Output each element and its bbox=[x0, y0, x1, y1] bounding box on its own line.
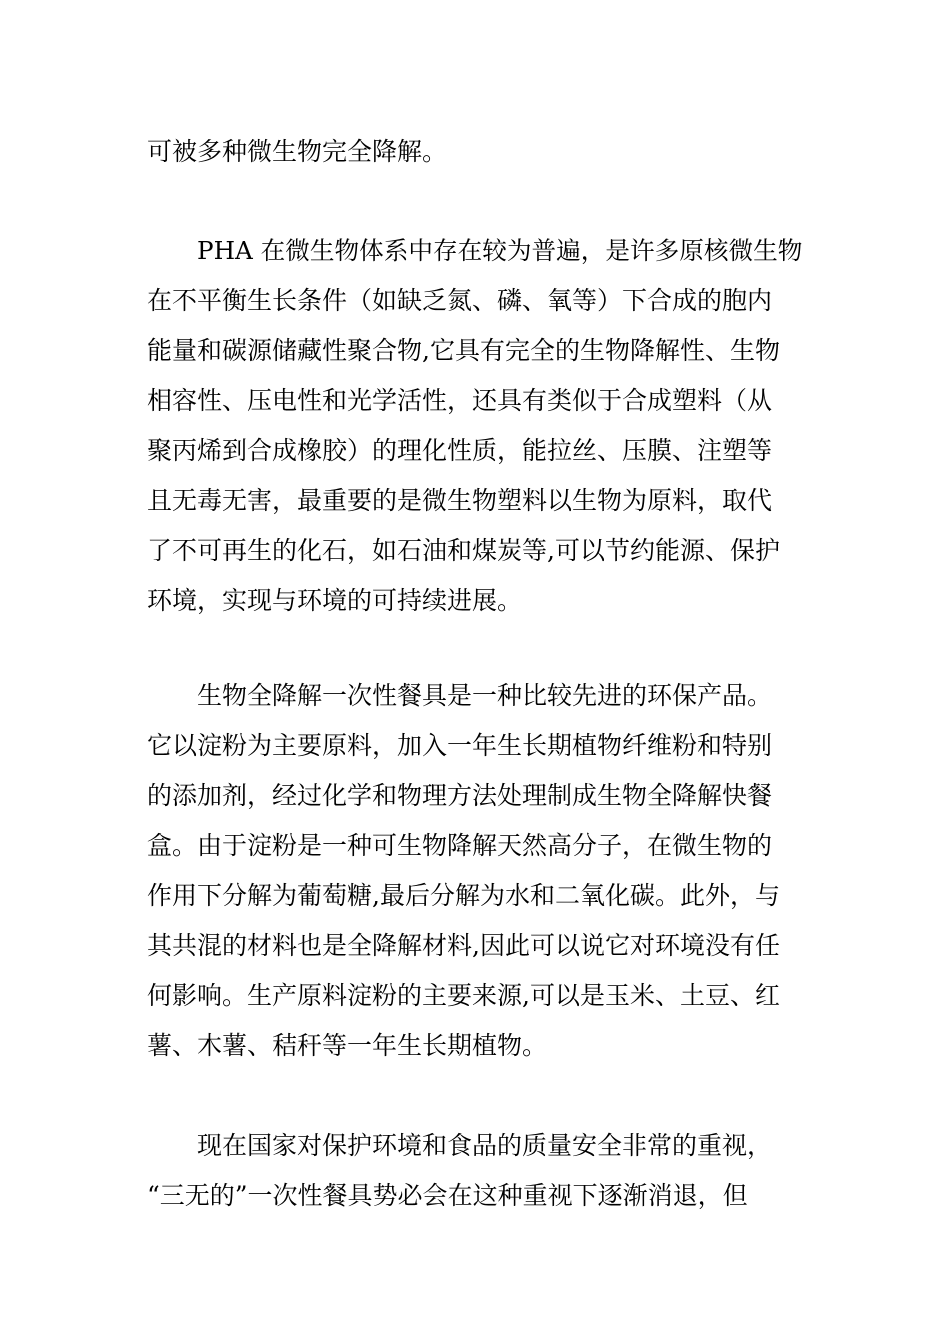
text-line: 相容性、压电性和光学活性，还具有类似于合成塑料（从 bbox=[147, 386, 773, 415]
text-line: 现在国家对保护环境和食品的质量安全非常的重视， bbox=[197, 1131, 773, 1160]
text-line: 了不可再生的化石，如石油和煤炭等,可以节约能源、保护 bbox=[147, 536, 780, 565]
text-line: 可被多种微生物完全降解。 bbox=[147, 137, 448, 166]
text-line: 能量和碳源储藏性聚合物,它具有完全的生物降解性、生物 bbox=[147, 336, 780, 365]
text-line: 环境，实现与环境的可持续进展。 bbox=[147, 586, 523, 615]
text-line: 其共混的材料也是全降解材料,因此可以说它对环境没有任 bbox=[147, 931, 780, 960]
text-line: 的添加剂，经过化学和物理方法处理制成生物全降解快餐 bbox=[147, 781, 773, 810]
text-line: 何影响。生产原料淀粉的主要来源,可以是玉米、土豆、红 bbox=[147, 981, 780, 1010]
text-line: 薯、木薯、秸秆等一年生长期植物。 bbox=[147, 1031, 548, 1060]
paragraph bbox=[147, 127, 447, 177]
text-line: 在不平衡生长条件（如缺乏氮、磷、氧等）下合成的胞内 bbox=[147, 286, 773, 315]
paragraph bbox=[147, 226, 802, 626]
paragraph bbox=[147, 1121, 772, 1221]
text-line: 它以淀粉为主要原料，加入一年生长期植物纤维粉和特别 bbox=[147, 731, 773, 760]
text-line: PHA 在微生物体系中存在较为普遍，是许多原核微生物 bbox=[197, 236, 803, 265]
paragraph bbox=[147, 671, 780, 1071]
text-line: 生物全降解一次性餐具是一种比较先进的环保产品。 bbox=[197, 681, 773, 710]
text-line: “三无的”一次性餐具势必会在这种重视下逐渐消退，但 bbox=[147, 1181, 748, 1210]
text-line: 盒。由于淀粉是一种可生物降解天然高分子，在微生物的 bbox=[147, 831, 773, 860]
text-line: 聚丙烯到合成橡胶）的理化性质，能拉丝、压膜、注塑等 bbox=[147, 436, 773, 465]
text-line: 作用下分解为葡萄糖,最后分解为水和二氧化碳。此外，与 bbox=[147, 881, 780, 910]
text-line: 且无毒无害，最重要的是微生物塑料以生物为原料，取代 bbox=[147, 486, 773, 515]
